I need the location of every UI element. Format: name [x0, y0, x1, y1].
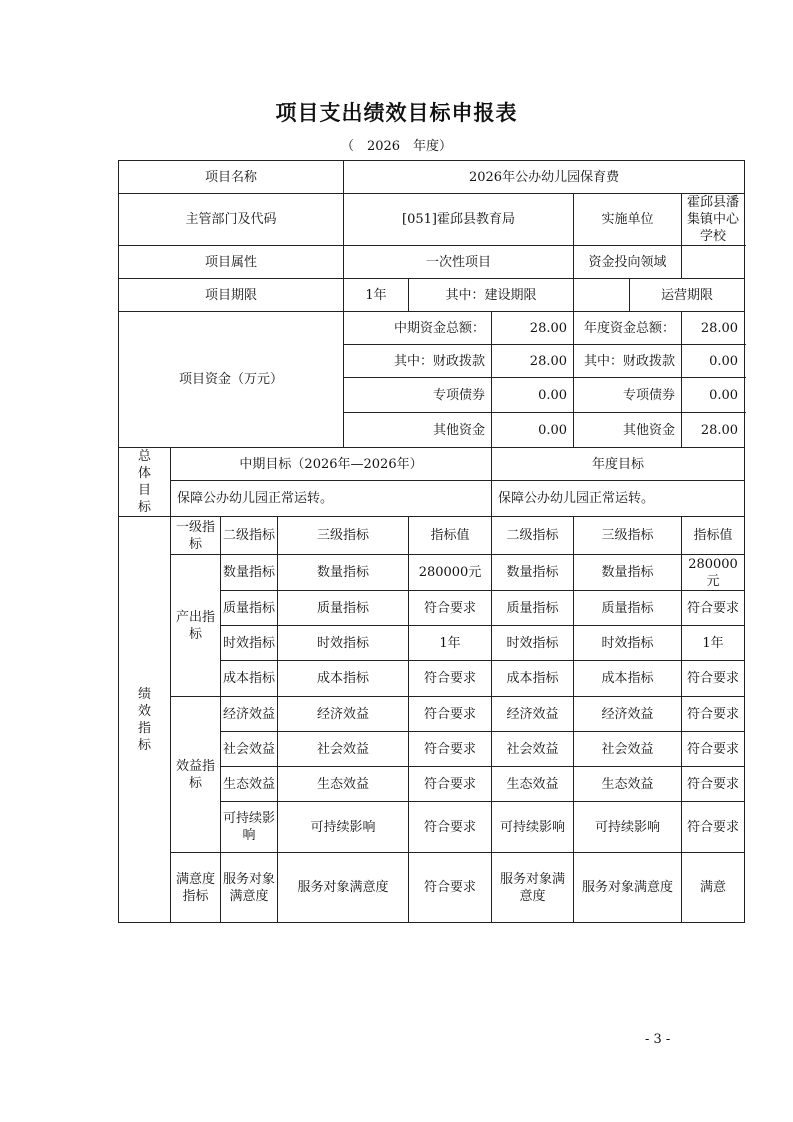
- dept: [051]霍邱县教育局: [344, 194, 574, 246]
- period-label: 项目期限: [119, 279, 344, 312]
- perf-cell: 1年: [409, 626, 492, 661]
- year-fund-label: 年度资金总额：: [574, 312, 682, 345]
- group-label: 效益指标: [171, 697, 221, 853]
- perf-cell: 符合要求: [409, 853, 492, 923]
- perf-cell: 生态效益: [221, 767, 278, 802]
- goals-label: 总体目标: [119, 448, 171, 517]
- perf-cell: 成本指标: [492, 661, 574, 697]
- perf-cell: 服务对象满意度: [221, 853, 278, 923]
- perf-cell: 服务对象满意度: [278, 853, 409, 923]
- year-goal-label: 年度目标: [492, 448, 745, 481]
- year-fund-value: 28.00: [682, 312, 745, 345]
- perf-cell: 满意: [682, 853, 745, 923]
- year-fund-value: 0.00: [682, 378, 745, 413]
- perf-cell: 可持续影响: [574, 802, 682, 853]
- perf-cell: 数量指标: [278, 555, 409, 591]
- table-row: [119, 555, 745, 591]
- perf-cell: 时效指标: [221, 626, 278, 661]
- perf-cell: 质量指标: [278, 591, 409, 626]
- perf-header: 二级指标: [221, 517, 278, 555]
- funds-label: 项目资金（万元）: [119, 312, 344, 448]
- perf-cell: 符合要求: [682, 732, 745, 767]
- perf-header: 一级指标: [171, 517, 221, 555]
- perf-cell: 符合要求: [409, 697, 492, 732]
- perf-cell: 数量指标: [221, 555, 278, 591]
- perf-cell: 符合要求: [409, 802, 492, 853]
- perf-header: 指标值: [409, 517, 492, 555]
- perf-cell: 280000元: [409, 555, 492, 591]
- mid-fund-value: 28.00: [492, 345, 574, 378]
- perf-cell: 成本指标: [574, 661, 682, 697]
- perf-cell: 社会效益: [574, 732, 682, 767]
- perf-cell: 符合要求: [682, 802, 745, 853]
- build-label: 其中：建设期限: [409, 279, 574, 312]
- mid-fund-value: 28.00: [492, 312, 574, 345]
- year-subtitle: （ 2026 年度）: [340, 139, 453, 154]
- mid-fund-label: 专项债券: [344, 378, 492, 413]
- field-label: 资金投向领域: [574, 246, 682, 279]
- op-label: 运营期限: [630, 279, 745, 312]
- page-title: 项目支出绩效目标申报表: [275, 100, 518, 125]
- unit-label: 实施单位: [574, 194, 682, 246]
- perf-cell: 生态效益: [574, 767, 682, 802]
- year-fund-label: 专项债券: [574, 378, 682, 413]
- perf-cell: 质量指标: [221, 591, 278, 626]
- perf-cell: 经济效益: [492, 697, 574, 732]
- perf-cell: 社会效益: [492, 732, 574, 767]
- perf-cell: 生态效益: [492, 767, 574, 802]
- year-goal: 保障公办幼儿园正常运转。: [492, 481, 745, 517]
- perf-cell: 质量指标: [574, 591, 682, 626]
- name-label: 项目名称: [119, 161, 344, 194]
- performance-table: [118, 160, 745, 923]
- page-number: - 3 -: [645, 1032, 671, 1047]
- perf-cell: 生态效益: [278, 767, 409, 802]
- attr-label: 项目属性: [119, 246, 344, 279]
- perf-cell: 经济效益: [221, 697, 278, 732]
- mid-fund-label: 其他资金: [344, 413, 492, 448]
- group-label: 产出指标: [171, 555, 221, 697]
- period: 1年: [344, 279, 409, 312]
- perf-header: 指标值: [682, 517, 745, 555]
- perf-header: 三级指标: [278, 517, 409, 555]
- perf-cell: 可持续影响: [492, 802, 574, 853]
- perf-cell: 符合要求: [682, 767, 745, 802]
- perf-cell: 可持续影响: [221, 802, 278, 853]
- table-row: [119, 697, 745, 732]
- perf-cell: 经济效益: [278, 697, 409, 732]
- year-fund-label: 其中：财政拨款: [574, 345, 682, 378]
- year-fund-value: 28.00: [682, 413, 745, 448]
- perf-cell: 数量指标: [492, 555, 574, 591]
- project-name: 2026年公办幼儿园保育费: [344, 161, 745, 194]
- perf-cell: 成本指标: [221, 661, 278, 697]
- table-row: [119, 853, 745, 923]
- mid-fund-value: 0.00: [492, 413, 574, 448]
- perf-cell: 时效指标: [574, 626, 682, 661]
- mid-goal: 保障公办幼儿园正常运转。: [171, 481, 492, 517]
- year-fund-label: 其他资金: [574, 413, 682, 448]
- perf-cell: 可持续影响: [278, 802, 409, 853]
- perf-cell: 1年: [682, 626, 745, 661]
- perf-cell: 符合要求: [409, 661, 492, 697]
- perf-label: 绩效指标: [119, 517, 171, 923]
- perf-cell: 质量指标: [492, 591, 574, 626]
- perf-cell: 符合要求: [409, 767, 492, 802]
- perf-cell: 社会效益: [278, 732, 409, 767]
- perf-cell: 符合要求: [682, 591, 745, 626]
- perf-cell: 时效指标: [278, 626, 409, 661]
- perf-cell: 经济效益: [574, 697, 682, 732]
- perf-cell: 符合要求: [409, 591, 492, 626]
- build: [574, 279, 630, 312]
- perf-cell: 时效指标: [492, 626, 574, 661]
- perf-cell: 符合要求: [682, 661, 745, 697]
- perf-cell: 服务对象满意度: [574, 853, 682, 923]
- dept-label: 主管部门及代码: [119, 194, 344, 246]
- perf-cell: 数量指标: [574, 555, 682, 591]
- perf-cell: 280000元: [682, 555, 745, 591]
- mid-fund-label: 中期资金总额：: [344, 312, 492, 345]
- mid-fund-value: 0.00: [492, 378, 574, 413]
- perf-cell: 符合要求: [409, 732, 492, 767]
- mid-fund-label: 其中：财政拨款: [344, 345, 492, 378]
- attr: 一次性项目: [344, 246, 574, 279]
- mid-goal-label: 中期目标（2026年—2026年）: [171, 448, 492, 481]
- perf-cell: 服务对象满意度: [492, 853, 574, 923]
- field: [682, 246, 745, 279]
- perf-header: 二级指标: [492, 517, 574, 555]
- perf-cell: 成本指标: [278, 661, 409, 697]
- perf-header: 三级指标: [574, 517, 682, 555]
- perf-cell: 社会效益: [221, 732, 278, 767]
- group-label: 满意度指标: [171, 853, 221, 923]
- perf-cell: 符合要求: [682, 697, 745, 732]
- year-fund-value: 0.00: [682, 345, 745, 378]
- unit: 霍邱县潘集镇中心学校: [682, 194, 745, 246]
